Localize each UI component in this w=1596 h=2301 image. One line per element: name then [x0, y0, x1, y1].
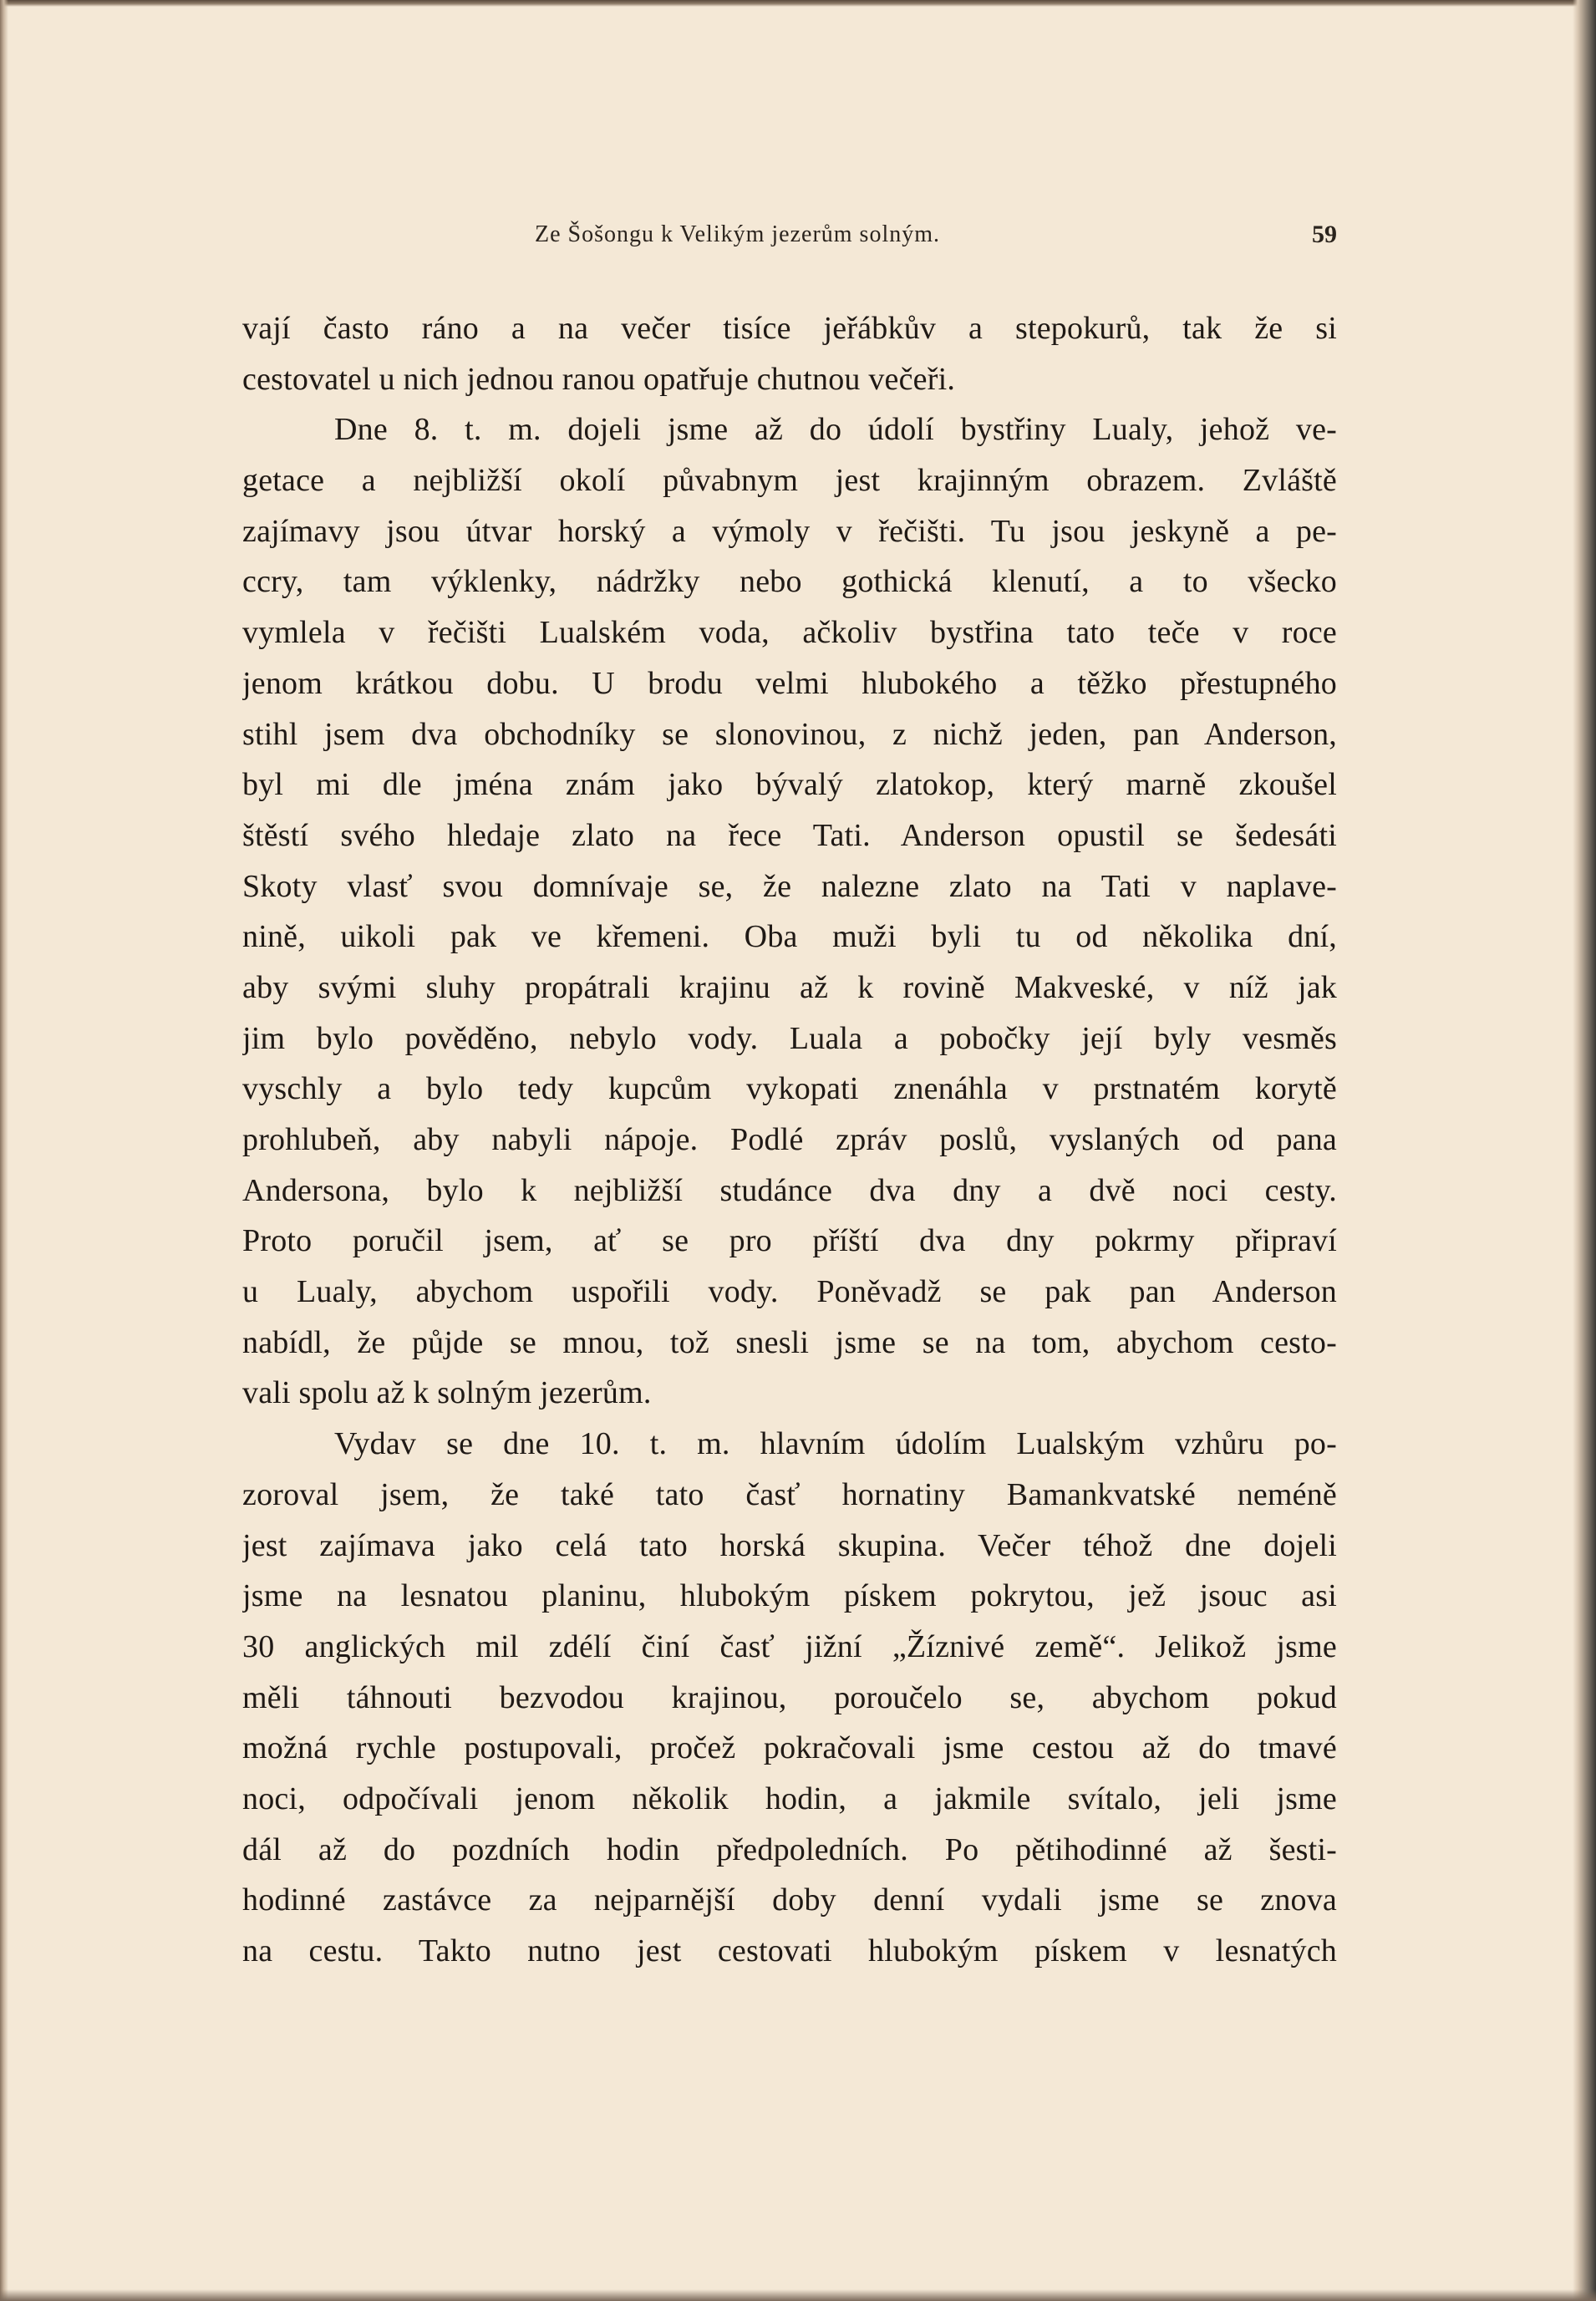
text-line: zoroval jsem, že také tato časť hornatiny Bamankvatské neméně — [242, 1476, 1337, 1512]
text-line: možná rychle postupovali, pročež pokračovali jsme cestou až do tmavé — [242, 1730, 1337, 1766]
text-line: noci, odpočívali jenom několik hodin, a jakmile svítalo, jeli jsme — [242, 1780, 1337, 1816]
text-line: prohlubeň, aby nabyli nápoje. Podlé zpráv poslů, vyslaných od pana — [242, 1122, 1337, 1157]
text-line: stihl jsem dva obchodníky se slonovinou, z nichž jeden, pan Anderson, — [242, 716, 1337, 752]
text-line: Proto poručil jsem, ať se pro příští dva dny pokrmy připraví — [242, 1223, 1337, 1259]
page-left-edge — [0, 0, 8, 2301]
running-title: Ze Šošongu k Velikým jezerům solným. — [535, 221, 940, 247]
text-line: 30 anglických mil zdélí činí časť jižní „Žíznivé země“. Jelikož jsme — [242, 1628, 1337, 1664]
page-bottom-edge — [0, 2289, 1596, 2301]
text-line: cestovatel u nich jednou ranou opatřuje chutnou večeři. — [242, 361, 956, 397]
text-line: měli táhnouti bezvodou krajinou, poroučelo se, abychom pokud — [242, 1679, 1337, 1715]
text-line: Dne 8. t. m. dojeli jsme až do údolí bystřiny Lualy, jehož ve- — [334, 412, 1337, 448]
text-line: byl mi dle jména znám jako bývalý zlatokop, který marně zkoušel — [242, 767, 1337, 803]
text-line: u Lualy, abychom uspořili vody. Poněvadž se pak pan Anderson — [242, 1274, 1337, 1310]
running-header — [242, 216, 1337, 254]
text-line: aby svými sluhy propátrali krajinu až k rovině Makveské, v níž jak — [242, 969, 1337, 1005]
text-line: štěstí svého hledaje zlato na řece Tati. Anderson opustil se šedesáti — [242, 817, 1337, 853]
text-line: hodinné zastávce za nejparnější doby denní vydali jsme se znova — [242, 1882, 1337, 1918]
text-line: jest zajímava jako celá tato horská skupina. Večer téhož dne dojeli — [242, 1527, 1337, 1563]
body-text — [242, 303, 1337, 1977]
text-line: Skoty vlasť svou domnívaje se, že nalezne zlato na Tati v naplave- — [242, 868, 1337, 904]
text-line: vymlela v řečišti Lualském voda, ačkoliv bystřina tato teče v roce — [242, 615, 1337, 651]
text-line: zajímavy jsou útvar horský a výmoly v řečišti. Tu jsou jeskyně a pe- — [242, 513, 1337, 549]
text-line: nabídl, že půjde se mnou, tož snesli jsme se na tom, abychom cesto- — [242, 1324, 1337, 1360]
text-line: getace a nejbližší okolí půvabnym jest krajinným obrazem. Zvláště — [242, 463, 1337, 499]
text-line: ccry, tam výklenky, nádržky nebo gothická klenutí, a to všecko — [242, 564, 1337, 600]
text-line: vají často ráno a na večer tisíce jeřábkův a stepokurů, tak že si — [242, 311, 1337, 346]
text-line: dál až do pozdních hodin předpoledních. Po pětihodinné až šesti- — [242, 1831, 1337, 1867]
page-top-shadow — [0, 0, 1596, 7]
text-line: na cestu. Takto nutno jest cestovati hlubokým pískem v lesnatých — [242, 1933, 1337, 1968]
text-line: jsme na lesnatou planinu, hlubokým pískem pokrytou, jež jsouc asi — [242, 1578, 1337, 1614]
page-number: 59 — [1312, 221, 1337, 248]
text-line: Andersona, bylo k nejbližší studánce dva dny a dvě noci cesty. — [242, 1172, 1337, 1208]
text-line: vyschly a bylo tedy kupcům vykopati znenáhla v prstnatém korytě — [242, 1071, 1337, 1107]
text-line: jim bylo pověděno, nebylo vody. Luala a pobočky její byly vesměs — [242, 1020, 1337, 1056]
page-right-shadow — [1573, 0, 1596, 2301]
text-line: jenom krátkou dobu. U brodu velmi hlubokého a těžko přestupného — [242, 665, 1337, 701]
text-line: vali spolu až k solným jezerům. — [242, 1375, 652, 1411]
text-line: Vydav se dne 10. t. m. hlavním údolím Lualským vzhůru po- — [334, 1426, 1337, 1462]
text-line: nině, uikoli pak ve křemeni. Oba muži byli tu od několika dní, — [242, 919, 1337, 955]
